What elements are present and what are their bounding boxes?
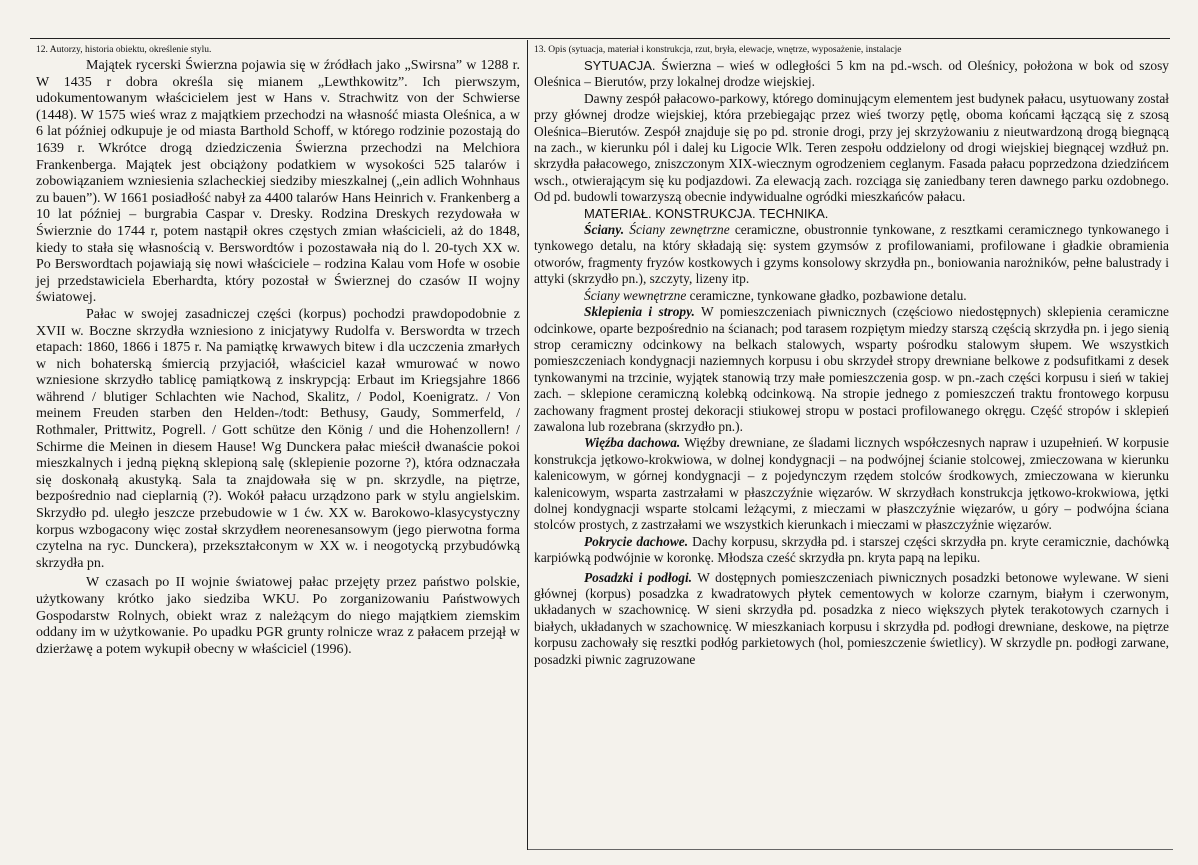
section-12-heading: 12. Autorzy, historia obiektu, określenie stylu.	[36, 45, 212, 55]
floors-paragraph	[534, 570, 1169, 668]
roof-text: Dachy korpusu, skrzydła pd. i starszej części skrzydła pn. kryte ceramicznie, dachówką karpiówką podwójnie w koronkę. Młodsza cześć skrzydła pn. kryta papą na lepiku.	[534, 533, 1169, 566]
history-paragraph-1: Majątek rycerski Świerzna pojawia się w źródłach jako „Swirsna” w 1288 r. W 1435 r dobra określa się mianem „Lewthkowitz”. Ich pierwszym, udokumentowanym właścicielem jest w Hans v. Strachwitz von der Schwierse (1448). W 1575 wieś wraz z majątkiem przechodzi na własność miasta Oleśnica, a w 6 lat później odkupuje je od miasta Barthold Schoff, w którego rodzinie pozostają do 1639 r. Wkrótce drogą dziedziczenia Świerzna przechodzi na Melchiora Frankenberga. Majątek jest obciążony podatkiem w wysokości 525 talarów i zobowiązaniem wzniesienia szlacheckiej siedziby mieszkalnej („ein adlich Wohnhaus zu bauen”). W 1661 posiadłość nabył za 4400 talarów Hans Heinrich v. Frankenberg a 10 lat później – burgrabia Caspar v. Dresky. Rodzina Dreskych rezydowała w Świerznie do 1744 r, potem nastąpił okres częstych zmian właścicieli, aż do 1848, kiedy to stała się własnością v. Berswordtów i pozostawała nią do l. 20-tych XX w. Po Berswordtach pojawiają się nowi właściciele – rodzina Kalau vom Hofe w osobie jej przedstawiciela Eberhardta, który pozostał w Świerznej do czasów II wojny światowej.	[36, 58, 520, 306]
description-column	[534, 44, 1169, 668]
situation-title: SYTUACJA.	[584, 58, 656, 73]
section-13-heading: 13. Opis (sytuacja, materiał i konstrukcja, rzut, bryła, elewacje, wnętrze, wyposażenie, instalacje	[534, 45, 902, 55]
situation-text: Świerzna – wieś w odległości 5 km na pd.-wsch. od Oleśnicy, położona w bok od szosy Oleśnica – Bierutów, przy lokalnej drodze wiejskiej.	[534, 58, 1169, 90]
situation-paragraph-2: Dawny zespół pałacowo-parkowy, którego dominującym elementem jest budynek pałacu, usytuowany został przy głównej drodze wiejskiej, która przebiegając przez wieś tworzy pętlę, oboma końcami łączącą się z szosą Oleśnica–Bierutów. Zespół znajduje się po pd. stronie drogi, przy jej skrzyżowaniu z nieutwardzoną drogą biegnącą na zach., w kierunku pól i dalej ku Ligocie Wlk. Teren zespołu oddzielony od drogi wiejskiej biegnącej wzdłuż pn. skrzydła pałacowego, zniszczonym XIX-wiecznym ogrodzeniem ceglanym. Fasada pałacu poprzedzona dziedzińcem wsch., otwierającym się ku podjazdowi. Za elewacją zach. rozciąga się zaniedbany teren dawnego parku ozdobnego. Od pd. budowli towarzyszą obecnie indywidualne ogródki mieszkańców pałacu.	[534, 90, 1169, 205]
material-title-line	[534, 206, 1169, 222]
roof-paragraph	[534, 534, 1169, 567]
walls-int-label: Ściany wewnętrzne	[584, 287, 687, 303]
truss-paragraph	[534, 435, 1169, 533]
walls-ext-text: ceramiczne, obustronnie tynkowane, z resztkami ceramicznego tynkowanego i tynkowego detalu, na który składają się: system gzymsów z profilowaniami, profilowane i gładkie obramienia otworów, fragmenty fryzów kostkowych i gzyms konsolowy skrzydła pn., boniowania narożników, pełne balustrady i attyki (skrzydło pn.), szczyty, lizeny itp.	[534, 222, 1169, 287]
history-paragraph-2: Pałac w swojej zasadniczej części (korpus) pochodzi prawdopodobnie z XVII w. Boczne skrzydła wzniesiono z inicjatywy Rudolfa v. Berswordta w trzech etapach: 1860, 1866 i 1875 r. Na pamiątkę krwawych bitew i dla uczczenia zmarłych w nich bohaterską śmiercią przyjaciół, właściciel kazał wmurować w nowo wzniesione skrzydło tablicę pamiątkową z inskrypcją: Erbaut im Kriegsjahre 1866 während / blutiger Schlachten wie Nachod, Skalitz, / Podol, Koenigratz. / Von meinem Freuden starben den Helden-/todt: Bethusy, Gaudy, Sommerfeld, / Rothmaler, Prittwitz, Pogrell. / Gott schütze den König / und die Hohenzollern! / Schirme die Meinen in diesem Hause! Wg Dunckera pałac mieścił dwanaście pokoi mieszkalnych i jedną piękną sklepioną salę (sklepienie pozorne ?), która odznaczała się doskonałą akustyką. Sala ta znajdowała się w pn. skrzydle, na piętrze, bezpośrednio nad cieplarnią (?). Wokół pałacu urządzono park w stylu angielskim. Skrzydło pd. uległo jeszcze przebudowie w 1 ćw. XX w. Barokowo-klasycystyczny korpus wzbogacony więc został skrzydłem neorenesansowym (jego pierwotna forma czytelna na ryc. Dunckera), przekształconym w XX w. i neogotycką przybudówką skrzydła pn.	[36, 306, 520, 571]
material-title: MATERIAŁ. KONSTRUKCJA. TECHNIKA.	[584, 205, 829, 221]
vaults-label: Sklepienia i stropy.	[584, 304, 695, 320]
truss-text: Więźby drewniane, ze śladami licznych współczesnych napraw i uzupełnień. W korpusie konstrukcja jętkowo-krokwiowa, w dolnej kondygnacji – na podwójnej ścianie stolcowej, zmieczowana w kierunku kalenicowym, w górnej kondygnacji – z pojedynczym rzędem stolców środkowych, zmieczowana w kierunku kalenicowym, wsparta zastrzałami w płaszczyźnie więzarów. W skrzydłach konstrukcja jętkowo-krokwiowa, jętki dolnej kondygnacji wsparte stolcami leżącymi, z mieczami w płaszczyźnie więzarów, u góry – podwójna ściana stolców prostych, z zastrzałami we wszystkich kierunkach i mieczami w płaszczyźnie więzarów.	[534, 435, 1169, 533]
vaults-paragraph	[534, 304, 1169, 435]
roof-label: Pokrycie dachowe.	[584, 533, 689, 549]
walls-int-paragraph	[534, 288, 1169, 304]
bottom-rule	[528, 849, 1173, 850]
history-column	[36, 44, 520, 658]
walls-paragraph	[534, 222, 1169, 288]
situation-paragraph	[534, 58, 1169, 91]
top-rule	[30, 38, 1170, 39]
walls-int-text: ceramiczne, tynkowane gładko, pozbawione detalu.	[686, 287, 967, 303]
walls-ext-label: Ściany zewnętrzne	[629, 222, 730, 238]
walls-label: Ściany.	[584, 222, 625, 238]
floors-text: W dostępnych pomieszczeniach piwnicznych posadzki betonowe wylewane. W sieni głównej (korpus) posadzka z kwadratowych płytek cementowych w kolorze czarnym, białym i czerwonym, układanych w szachownicę. W sieni skrzydła pd. posadzka z nieco większych płytek terakotowych czarnych i białych, układanych w szachownicę. W mieszkaniach korpusu i skrzydła pd. podłogi drewniane, deskowe, na piętrze korpusu zachowały się resztki podłóg parkietowych (hol, pomieszczenie świetlicy). W skrzydle pn. podłogi zarwane, posadzki piwnic zagruzowane	[534, 569, 1169, 667]
floors-label: Posadzki i podłogi.	[584, 569, 693, 585]
truss-label: Więźba dachowa.	[584, 435, 681, 451]
vaults-text: W pomieszczeniach piwnicznych (częściowo niedostępnych) sklepienia ceramiczne odcinkowe, oparte bezpośrednio na ścianach; pod tarasem rozpiętym miedzy starszą częścią skrzydła pn. i jego sienią strop ceramiczny odcinkowy na belkach stalowych, wsparty pośrodku stalowym słupem. We wszystkich pomieszczeniach kondygnacji naziemnych korpusu i obu skrzydeł stropy drewniane belkowe z podsufitkami z desek tynkowanymi na trzcinie, wyjątek stanowią trzy małe pomieszczenia gosp. w pn.-zach części korpusu i sień w takiej zach. – sklepione ceramiczną kolebką odcinkową. Na stropie jednego z pomieszczeń traktu frontowego korpusu zachowany fragment prostej dekoracji stiukowej stropu w postaci profilowanego okręgu. Część stropów i sklepień zawalona lub rozebrana (skrzydło pn.).	[534, 304, 1169, 434]
history-paragraph-3: W czasach po II wojnie światowej pałac przejęty przez państwo polskie, użytkowany krótko jako siedziba WKU. Po zorganizowaniu Państwowych Gospodarstw Rolnych, obiekt wraz z należącym do niego majątkiem ziemskim oddany im w użytkowanie. Po upadku PGR grunty rolnicze wraz z pałacem przejął w dzierżawę a potem wykupił obecny w właściciel (1996).	[36, 575, 520, 657]
column-divider	[527, 40, 528, 850]
